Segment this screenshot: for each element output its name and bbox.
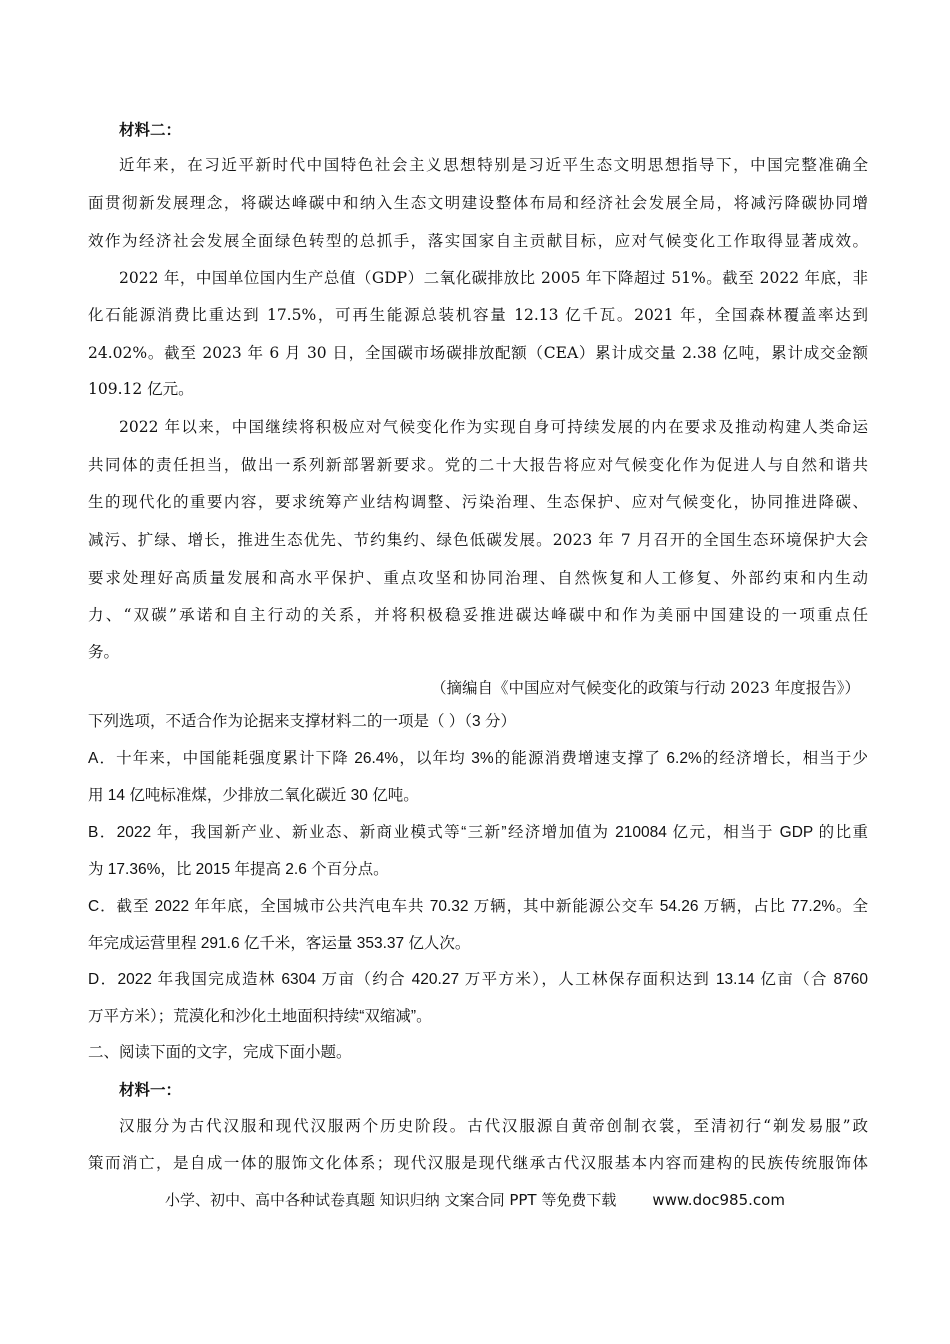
material-one-heading: 材料一： <box>119 1080 182 1099</box>
paragraph-line: 2022 年，中国单位国内生产总值（GDP）二氧化碳排放比 2005 年下降超过 51%。截至 2022 年底，非 <box>119 269 868 287</box>
option-d-continued: 万平方米）；荒漠化和沙化土地面积持续“双缩减”。 <box>88 1008 432 1025</box>
paragraph-line: 汉服分为古代汉服和现代汉服两个历史阶段。古代汉服源自黄帝创制衣裳，至清初行“剃发易服”政 <box>119 1117 868 1135</box>
option-c: C．截至 2022 年年底，全国城市公共汽电车共 70.32 万辆，其中新能源公交车 54.26 万辆，占比 77.2%。全 <box>88 898 868 915</box>
material-two-heading: 材料二： <box>119 120 182 139</box>
paragraph-line: 要求处理好高质量发展和高水平保护、重点攻坚和协同治理、自然恢复和人工修复、外部约束和内生动 <box>88 569 868 587</box>
section-two-title: 二、阅读下面的文字，完成下面小题。 <box>88 1044 352 1061</box>
option-b: B．2022 年，我国新产业、新业态、新商业模式等“三新”经济增加值为 210084 亿元，相当于 GDP 的比重 <box>88 824 868 841</box>
paragraph-line: 效作为经济社会发展全面绿色转型的总抓手，落实国家自主贡献目标，应对气候变化工作取得显著成效。 <box>88 232 868 250</box>
question-stem: 下列选项，不适合作为论据来支撑材料二的一项是（ ）（3 分） <box>88 713 516 730</box>
paragraph-line: 109.12 亿元。 <box>88 380 194 398</box>
option-d: D．2022 年我国完成造林 6304 万亩（约合 420.27 万平方米），人工林保存面积达到 13.14 亿亩（合 8760 <box>88 971 868 988</box>
paragraph-line: 力、“双碳”承诺和自主行动的关系，并将积极稳妥推进碳达峰碳中和作为美丽中国建设的一项重点任 <box>88 606 868 624</box>
paragraph-line: 化石能源消费比重达到 17.5%，可再生能源总装机容量 12.13 亿千瓦。2021 年，全国森林覆盖率达到 <box>88 306 868 324</box>
source-citation: （摘编自《中国应对气候变化的政策与行动 2023 年度报告》） <box>430 679 860 697</box>
page-footer <box>0 1190 950 1210</box>
paragraph-line: 面贯彻新发展理念，将碳达峰碳中和纳入生态文明建设整体布局和经济社会发展全局，将减污降碳协同增 <box>88 194 868 212</box>
paragraph-line: 24.02%。截至 2023 年 6 月 30 日，全国碳市场碳排放配额（CEA）累计成交量 2.38 亿吨，累计成交金额 <box>88 344 868 362</box>
paragraph-line: 生的现代化的重要内容，要求统筹产业结构调整、污染治理、生态保护、应对气候变化，协同推进降碳、 <box>88 493 868 511</box>
paragraph-line: 共同体的责任担当，做出一系列新部署新要求。党的二十大报告将应对气候变化作为促进人与自然和谐共 <box>88 456 868 474</box>
paragraph-line: 策而消亡，是自成一体的服饰文化体系；现代汉服是现代继承古代汉服基本内容而建构的民族传统服饰体 <box>88 1154 868 1172</box>
paragraph-line: 减污、扩绿、增长，推进生态优先、节约集约、绿色低碳发展。2023 年 7 月召开的全国生态环境保护大会 <box>88 531 868 549</box>
option-c-continued: 年完成运营里程 291.6 亿千米，客运量 353.37 亿人次。 <box>88 935 471 952</box>
footer-text: 小学、初中、高中各种试卷真题 知识归纳 文案合同 PPT 等免费下载 <box>165 1191 617 1209</box>
option-a-continued: 用 14 亿吨标准煤，少排放二氧化碳近 30 亿吨。 <box>88 787 419 804</box>
option-a: A．十年来，中国能耗强度累计下降 26.4%，以年均 3%的能源消费增速支撑了 6.2%的经济增长，相当于少 <box>88 750 868 767</box>
footer-link[interactable]: www.doc985.com <box>652 1191 785 1209</box>
paragraph-line: 2022 年以来，中国继续将积极应对气候变化作为实现自身可持续发展的内在要求及推动构建人类命运 <box>119 418 868 436</box>
option-b-continued: 为 17.36%，比 2015 年提高 2.6 个百分点。 <box>88 861 389 878</box>
paragraph-line: 务。 <box>88 643 120 661</box>
paragraph-line: 近年来，在习近平新时代中国特色社会主义思想特别是习近平生态文明思想指导下，中国完整准确全 <box>119 156 868 174</box>
